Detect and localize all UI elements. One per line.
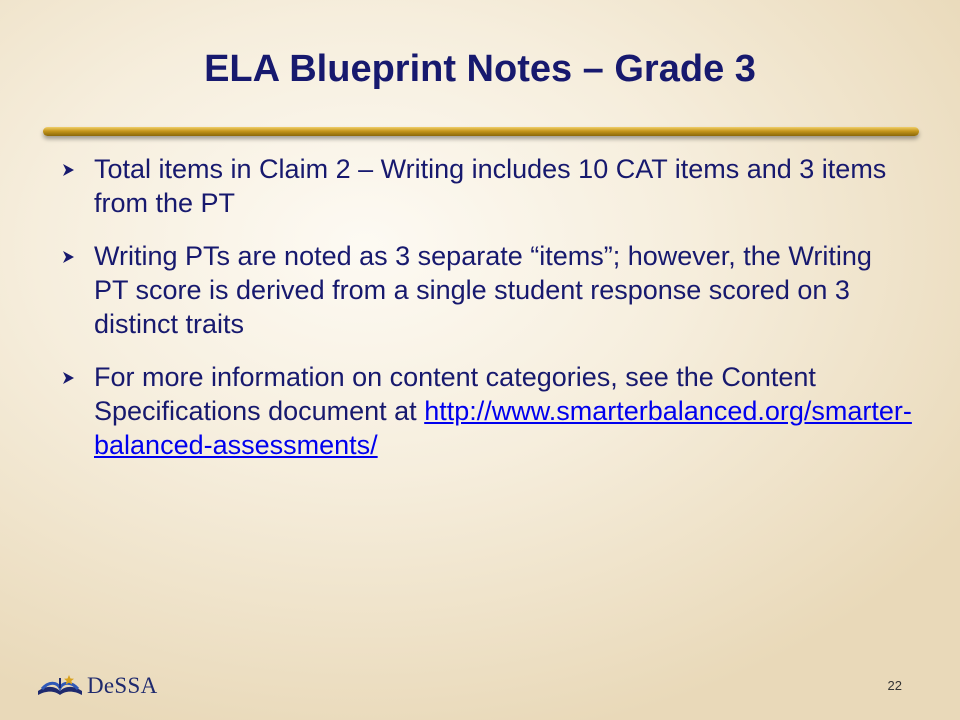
title-divider	[43, 127, 919, 136]
bullet-text: Total items in Claim 2 – Writing includes 10 CAT items and 3 items from the PT	[94, 154, 887, 218]
bullet-list	[62, 152, 912, 481]
dessa-logo	[36, 668, 158, 704]
bullet-item	[62, 239, 912, 341]
bullet-text: For more information on content categories, see the Content Specifications document at	[94, 362, 816, 426]
arrowhead-bullet-icon	[62, 371, 94, 385]
bullet-item	[62, 152, 912, 220]
bullet-text: Writing PTs are noted as 3 separate “items”; however, the Writing PT score is derived from a single student response scored on 3 distinct traits	[94, 241, 872, 339]
book-logo-icon	[36, 672, 84, 700]
smarter-balanced-link[interactable]: http://www.smarterbalanced.org/smarter-balanced-assessments/	[94, 396, 912, 460]
page-number: 22	[887, 678, 902, 693]
arrowhead-bullet-icon	[62, 250, 94, 264]
arrowhead-bullet-icon	[62, 163, 94, 177]
slide-title: ELA Blueprint Notes – Grade 3	[204, 48, 756, 90]
bullet-item	[62, 360, 912, 462]
logo-wordmark: DeSSA	[87, 673, 158, 698]
bullet-text-with-link	[94, 360, 912, 462]
